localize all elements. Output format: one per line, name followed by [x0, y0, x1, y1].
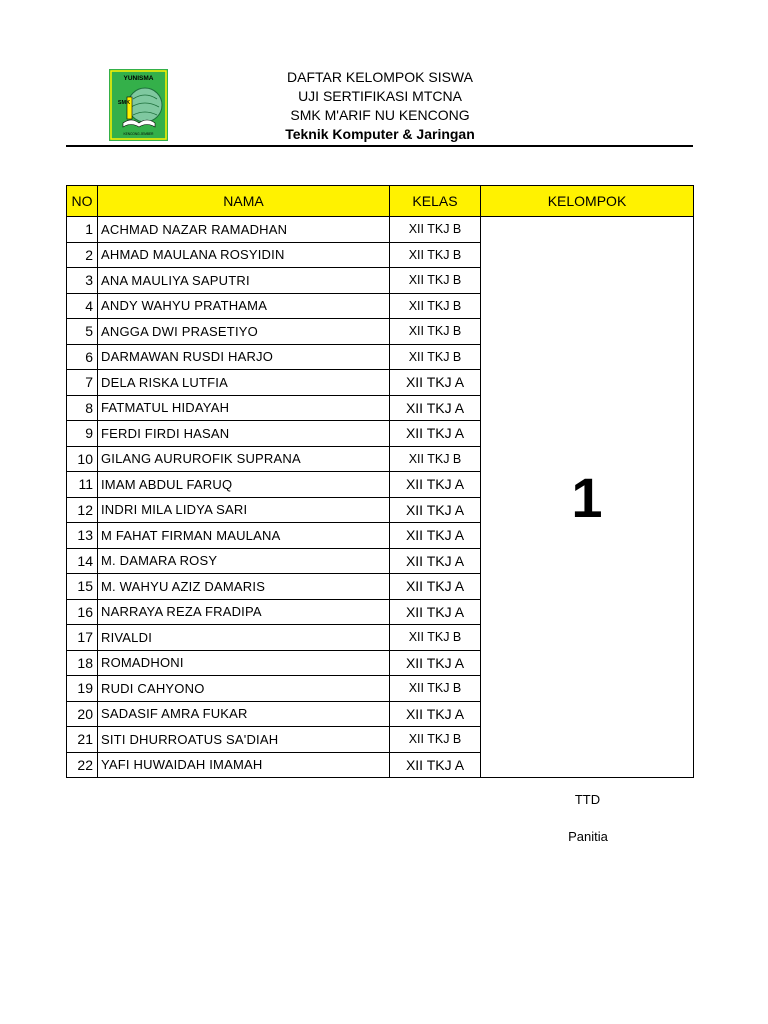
student-name: INDRI MILA LIDYA SARI [98, 497, 390, 523]
student-name: SADASIF AMRA FUKAR [98, 701, 390, 727]
student-name: FATMATUL HIDAYAH [98, 395, 390, 421]
student-class: XII TKJ A [390, 701, 481, 727]
row-number: 18 [67, 650, 98, 676]
student-class: XII TKJ A [390, 395, 481, 421]
student-group-table [66, 185, 694, 778]
title-line-4: Teknik Komputer & Jaringan [285, 126, 475, 142]
student-class: XII TKJ A [390, 421, 481, 447]
row-number: 14 [67, 548, 98, 574]
student-class: XII TKJ B [390, 676, 481, 702]
student-name: DARMAWAN RUSDI HARJO [98, 344, 390, 370]
student-class: XII TKJ B [390, 727, 481, 753]
student-name: ROMADHONI [98, 650, 390, 676]
student-name: GILANG AURUROFIK SUPRANA [98, 446, 390, 472]
student-name: M. WAHYU AZIZ DAMARIS [98, 574, 390, 600]
student-class: XII TKJ A [390, 752, 481, 778]
student-name: DELA RISKA LUTFIA [98, 370, 390, 396]
table-body [67, 217, 694, 778]
row-number: 9 [67, 421, 98, 447]
student-class: XII TKJ B [390, 293, 481, 319]
student-name: ANA MAULIYA SAPUTRI [98, 268, 390, 294]
student-name: SITI DHURROATUS SA'DIAH [98, 727, 390, 753]
row-number: 2 [67, 242, 98, 268]
row-number: 20 [67, 701, 98, 727]
group-number: 1 [481, 217, 694, 778]
student-name: AHMAD MAULANA ROSYIDIN [98, 242, 390, 268]
row-number: 12 [67, 497, 98, 523]
student-class: XII TKJ A [390, 650, 481, 676]
student-name: ANGGA DWI PRASETIYO [98, 319, 390, 345]
student-class: XII TKJ A [390, 523, 481, 549]
row-number: 17 [67, 625, 98, 651]
row-number: 15 [67, 574, 98, 600]
student-name: M FAHAT FIRMAN MAULANA [98, 523, 390, 549]
student-name: FERDI FIRDI HASAN [98, 421, 390, 447]
school-emblem-icon [109, 69, 168, 141]
student-class: XII TKJ A [390, 599, 481, 625]
document-title-block [180, 68, 580, 144]
student-class: XII TKJ B [390, 217, 481, 243]
title-line-1: DAFTAR KELOMPOK SISWA [287, 69, 473, 85]
column-header-nama: NAMA [98, 186, 390, 217]
signature-label: TTD [574, 792, 601, 807]
student-class: XII TKJ B [390, 242, 481, 268]
table-header-row [67, 186, 694, 217]
row-number: 19 [67, 676, 98, 702]
logo-top-text: YUNISMA [123, 75, 154, 82]
student-name: M. DAMARA ROSY [98, 548, 390, 574]
student-class: XII TKJ A [390, 574, 481, 600]
student-name: RIVALDI [98, 625, 390, 651]
school-logo [109, 69, 168, 141]
student-name: ANDY WAHYU PRATHAMA [98, 293, 390, 319]
row-number: 10 [67, 446, 98, 472]
student-class: XII TKJ B [390, 268, 481, 294]
table-row [67, 217, 694, 243]
header-divider [66, 145, 693, 147]
logo-middle-text: SMK [117, 100, 131, 106]
committee-label: Panitia [568, 829, 608, 844]
row-number: 3 [67, 268, 98, 294]
student-name: NARRAYA REZA FRADIPA [98, 599, 390, 625]
column-header-kelompok: KELOMPOK [481, 186, 694, 217]
student-class: XII TKJ B [390, 446, 481, 472]
row-number: 11 [67, 472, 98, 498]
student-name: ACHMAD NAZAR RAMADHAN [98, 217, 390, 243]
row-number: 13 [67, 523, 98, 549]
student-class: XII TKJ A [390, 472, 481, 498]
column-header-kelas: KELAS [390, 186, 481, 217]
row-number: 6 [67, 344, 98, 370]
row-number: 22 [67, 752, 98, 778]
column-header-no: NO [67, 186, 98, 217]
row-number: 7 [67, 370, 98, 396]
title-line-2: UJI SERTIFIKASI MTCNA [298, 88, 462, 104]
student-name: IMAM ABDUL FARUQ [98, 472, 390, 498]
row-number: 1 [67, 217, 98, 243]
row-number: 5 [67, 319, 98, 345]
row-number: 16 [67, 599, 98, 625]
student-class: XII TKJ B [390, 319, 481, 345]
student-class: XII TKJ A [390, 370, 481, 396]
student-name: RUDI CAHYONO [98, 676, 390, 702]
logo-bottom-text: KENCONG JEMBER [123, 132, 154, 136]
row-number: 4 [67, 293, 98, 319]
student-class: XII TKJ B [390, 625, 481, 651]
row-number: 8 [67, 395, 98, 421]
student-class: XII TKJ B [390, 344, 481, 370]
student-name: YAFI HUWAIDAH IMAMAH [98, 752, 390, 778]
row-number: 21 [67, 727, 98, 753]
title-line-3: SMK M'ARIF NU KENCONG [290, 107, 470, 123]
student-class: XII TKJ A [390, 548, 481, 574]
student-class: XII TKJ A [390, 497, 481, 523]
